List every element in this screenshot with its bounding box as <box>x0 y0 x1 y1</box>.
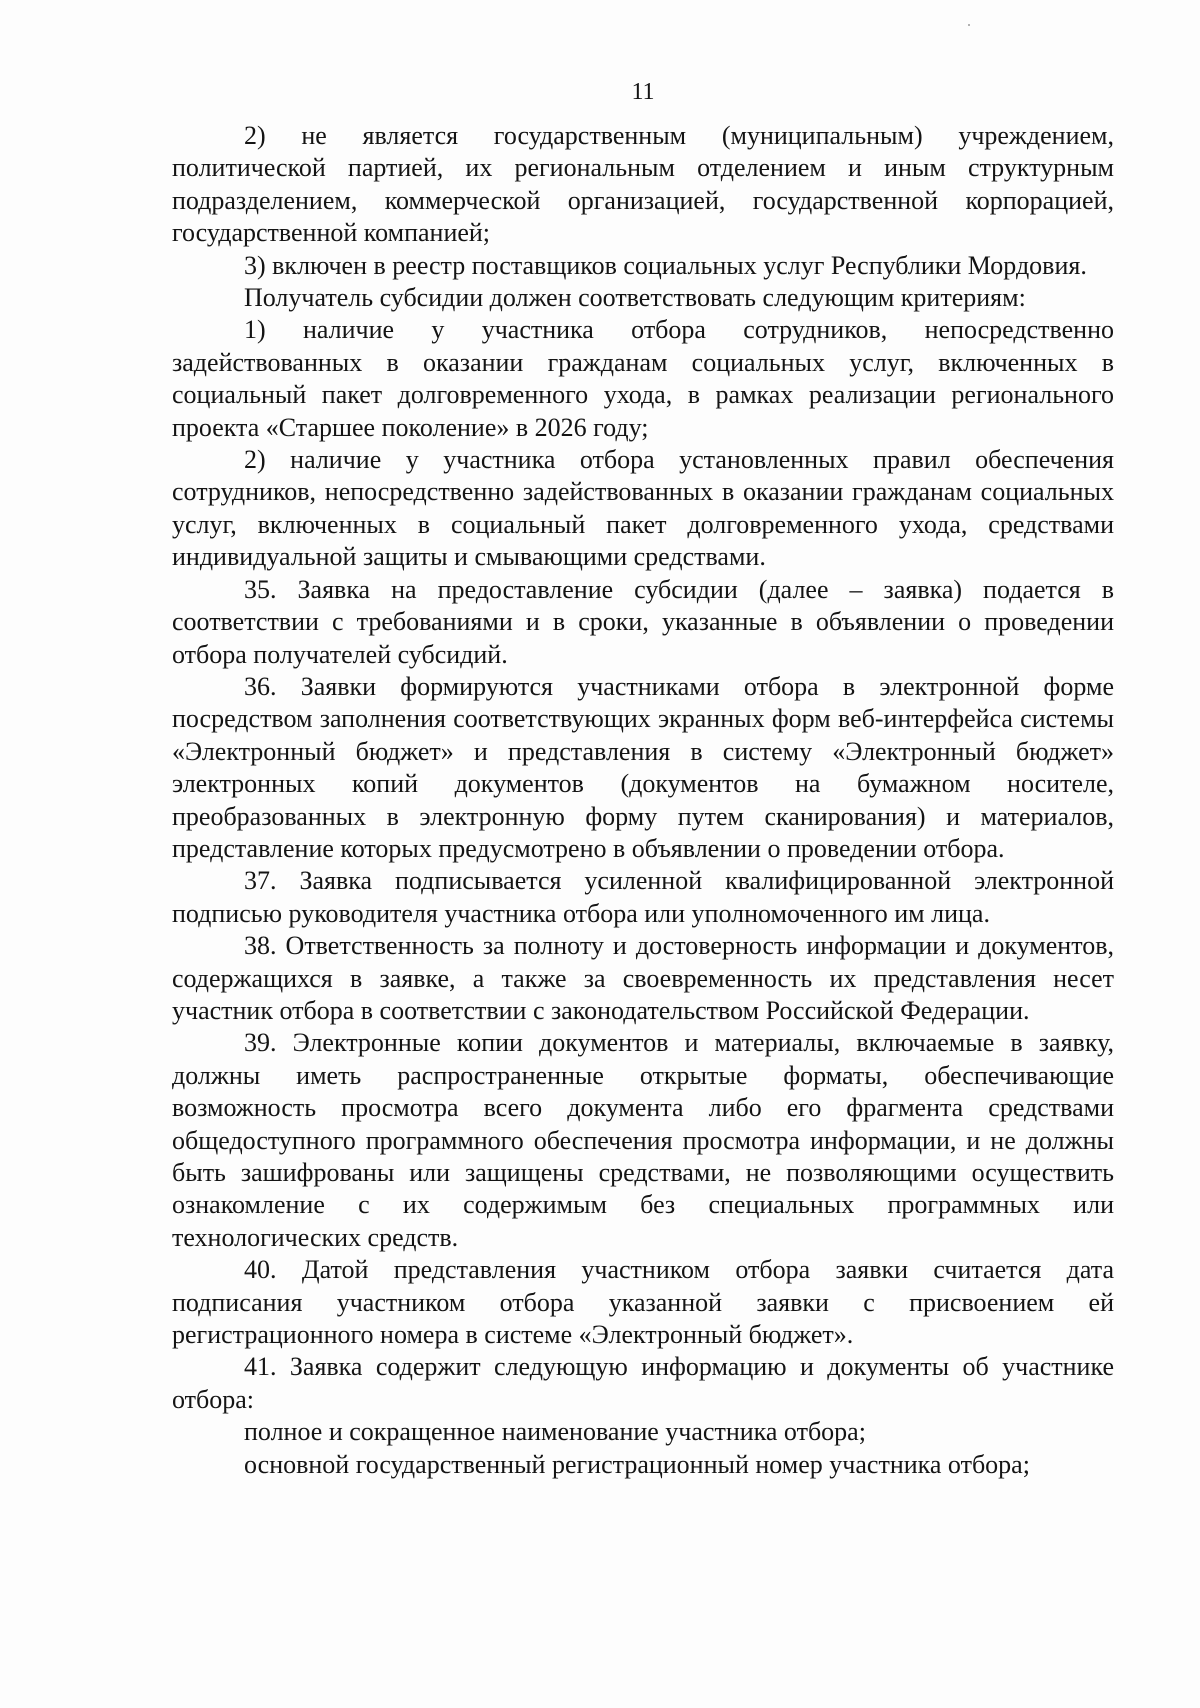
page-number: 11 <box>631 79 655 105</box>
paragraph-38: 38. Ответственность за полноту и достоверность информации и документов, содержащихся в заявке, а также за своевременность их представления несет участник отбора в соответствии с законодательством Российской Федерации. <box>172 931 1114 1025</box>
paragraph-item-3: 3) включен в реестр поставщиков социальных услуг Республики Мордовия. <box>244 250 1087 280</box>
paragraph-criteria-intro: Получатель субсидии должен соответствовать следующим критериям: <box>244 283 1026 313</box>
paragraph-39: 39. Электронные копии документов и материалы, включаемые в заявку, должны иметь распространенные открытые форматы, обеспечивающие возможность просмотра всего документа либо его фрагмента средствами общедоступного программного обеспечения просмотра информации, и не должны быть зашифрованы или защищены средствами, не позволяющими осуществить ознакомление с их содержимым без специальных программных или технологических средств. <box>172 1028 1114 1252</box>
paragraph-criterion-2: 2) наличие у участника отбора установленных правил обеспечения сотрудников, непосредственно задействованных в оказании гражданам социальных услуг, включенных в социальный пакет долговременного ухода, средствами индивидуальной защиты и смывающими средствами. <box>172 445 1114 572</box>
paragraph-35: 35. Заявка на предоставление субсидии (далее – заявка) подается в соответствии с требованиями и в сроки, указанные в объявлении о проведении отбора получателей субсидий. <box>172 574 1114 669</box>
scan-speck <box>968 24 970 26</box>
paragraph-41-item-ogrn: основной государственный регистрационный номер участника отбора; <box>244 1449 1030 1479</box>
paragraph-36: 36. Заявки формируются участниками отбора в электронной форме посредством заполнения соответствующих экранных форм веб-интерфейса системы «Электронный бюджет» и представления в систему «Электронный бюджет» электронных копий документов (документов на бумажном носителе, преобразованных в электронную форму путем сканирования) и материалов, представление которых предусмотрено в объявлении о проведении отбора. <box>172 671 1114 863</box>
paragraph-37: 37. Заявка подписывается усиленной квалифицированной электронной подписью руководителя участника отбора или уполномоченного им лица. <box>172 866 1114 928</box>
paragraph-criterion-1: 1) наличие у участника отбора сотрудников, непосредственно задействованных в оказании гражданам социальных услуг, включенных в социальный пакет долговременного ухода, в рамках реализации регионального проекта «Старшее поколение» в 2026 году; <box>172 315 1114 442</box>
paragraph-40: 40. Датой представления участником отбора заявки считается дата подписания участником отбора указанной заявки с присвоением ей регистрационного номера в системе «Электронный бюджет». <box>172 1255 1114 1350</box>
paragraph-item-2: 2) не является государственным (муниципальным) учреждением, политической партией, их региональным отделением и иным структурным подразделением, коммерческой организацией, государственной корпорацией, государственной компанией; <box>172 121 1114 248</box>
paragraph-41: 41. Заявка содержит следующую информацию и документы об участнике отбора: <box>172 1352 1114 1414</box>
paragraph-41-item-name: полное и сокращенное наименование участника отбора; <box>244 1417 866 1447</box>
document-body <box>172 120 1114 1481</box>
